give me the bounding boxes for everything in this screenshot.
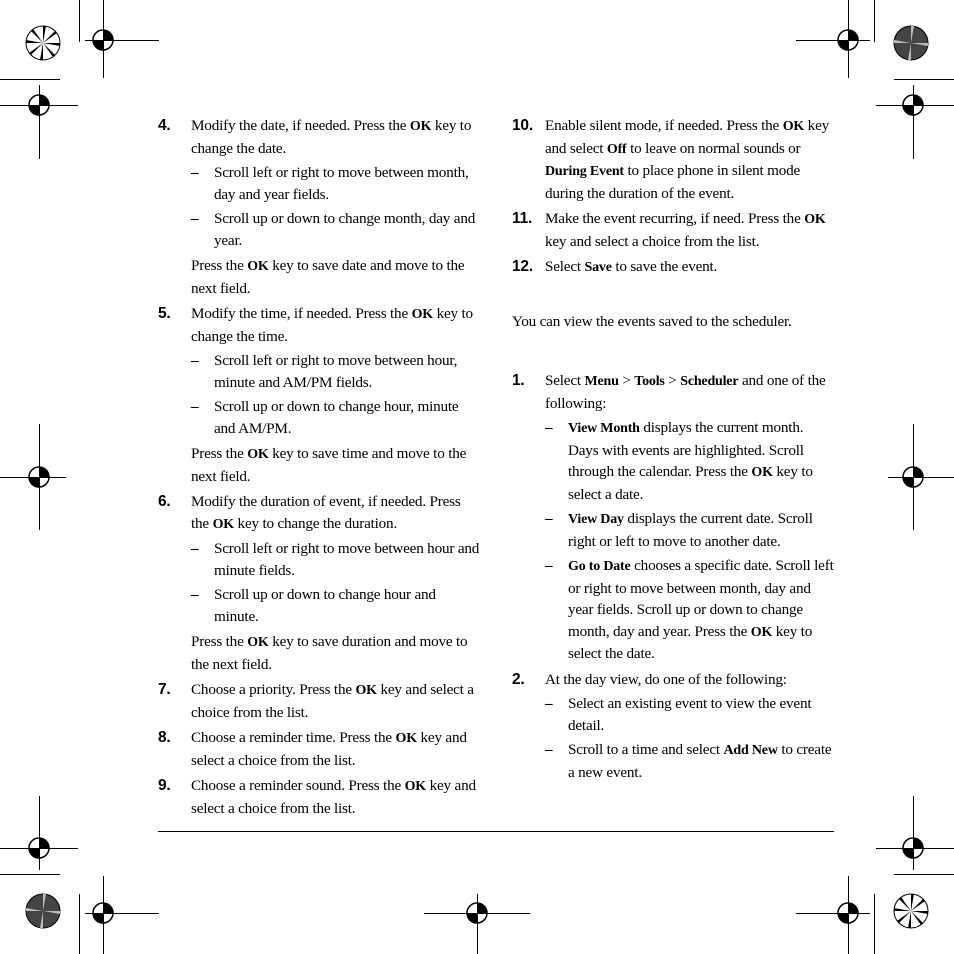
step-7: [158, 679, 480, 723]
crosshair-icon: [835, 27, 861, 53]
sub-item: – Scroll up or down to change hour and minute.: [191, 586, 436, 625]
crop-line: [874, 0, 875, 42]
sub-item-go-to-date: – Go to Date chooses a specific date. Scroll left or right to move between month, day and year fields. Scroll up or down to change month, day and year. Press the OK key to select the date.: [545, 557, 834, 662]
step-text: Select Save to save the event.: [545, 258, 718, 275]
view-step-2: [512, 669, 834, 784]
crosshair-icon: [26, 92, 52, 118]
step-number: 1.: [512, 372, 525, 389]
step-text: Select Menu > Tools > Scheduler and one of the following:: [545, 372, 826, 412]
step-number: 6.: [158, 493, 171, 510]
step-note: Press the OK key to save time and move to the next field.: [191, 445, 467, 485]
right-column: [512, 115, 834, 787]
footer-rule: [158, 831, 834, 832]
step-number: 9.: [158, 777, 171, 794]
step-number: 8.: [158, 729, 171, 746]
step-note: Press the OK key to save date and move to the next field.: [191, 257, 465, 297]
step-4: [158, 115, 480, 299]
sub-item-view-day: – View Day displays the current date. Scroll right or left to move to another date.: [545, 510, 813, 550]
crop-line: [894, 79, 954, 80]
starburst-icon: [25, 25, 61, 61]
sub-item: – Select an existing event to view the event detail.: [545, 695, 812, 734]
step-text: Modify the duration of event, if needed. Press the OK key to change the duration.: [191, 493, 461, 532]
step-number: 12.: [512, 258, 533, 275]
starburst-icon: [893, 893, 929, 929]
step-number: 4.: [158, 117, 171, 134]
sub-item-view-month: – View Month displays the current month. Days with events are highlighted. Scroll through the calendar. Press the OK key to select a date.: [545, 419, 813, 503]
sub-item: – Scroll up or down to change month, day and year.: [191, 210, 476, 249]
crosshair-icon: [835, 900, 861, 926]
step-text: Enable silent mode, if needed. Press the OK key and select Off to leave on normal sounds or During Event to place phone in silent mode during the duration of the event.: [545, 117, 830, 202]
crop-line: [0, 874, 60, 875]
step-text: Modify the time, if needed. Press the OK key to change the time.: [191, 305, 473, 345]
step-8: [158, 727, 480, 771]
step-number: 2.: [512, 670, 525, 688]
step-number: 7.: [158, 681, 171, 698]
step-text: Choose a priority. Press the OK key and select a choice from the list.: [191, 681, 474, 721]
starburst-icon: [893, 25, 929, 61]
crop-line: [894, 874, 954, 875]
sub-item: – Scroll to a time and select Add New to create a new event.: [545, 741, 832, 781]
crosshair-icon: [900, 835, 926, 861]
step-text: Modify the date, if needed. Press the OK key to change the date.: [191, 117, 472, 157]
view-step-1: [512, 370, 834, 665]
step-12: [512, 256, 834, 279]
sub-item: – Scroll left or right to move between month, day and year fields.: [191, 164, 469, 203]
step-number: 11.: [512, 210, 533, 227]
step-text: Choose a reminder sound. Press the OK key and select a choice from the list.: [191, 777, 476, 817]
step-text: Make the event recurring, if need. Press the OK key and select a choice from the list.: [545, 210, 826, 250]
crosshair-icon: [26, 464, 52, 490]
sub-item: – Scroll left or right to move between hour and minute fields.: [191, 540, 480, 579]
crosshair-icon: [900, 464, 926, 490]
crosshair-icon: [26, 835, 52, 861]
crosshair-icon: [90, 900, 116, 926]
crosshair-icon: [900, 92, 926, 118]
sub-item: – Scroll left or right to move between hour, minute and AM/PM fields.: [191, 352, 458, 391]
crop-line: [0, 79, 60, 80]
sub-item: – Scroll up or down to change hour, minute and AM/PM.: [191, 398, 459, 437]
step-6: [158, 491, 480, 675]
step-number: 5.: [158, 305, 171, 322]
step-text: Choose a reminder time. Press the OK key and select a choice from the list.: [191, 729, 467, 769]
step-text: At the day view, do one of the following:: [545, 670, 787, 688]
step-9: [158, 775, 480, 819]
step-number: 10.: [512, 117, 533, 134]
crosshair-icon: [90, 27, 116, 53]
crop-line: [79, 894, 80, 954]
step-note: Press the OK key to save duration and move to the next field.: [191, 633, 468, 673]
step-10: [512, 115, 834, 204]
left-column: [158, 115, 480, 823]
intro-paragraph: You can view the events saved to the scheduler.: [512, 312, 792, 330]
crop-line: [874, 894, 875, 954]
starburst-icon: [25, 893, 61, 929]
crop-line: [79, 0, 80, 42]
crosshair-icon: [464, 900, 490, 926]
step-5: [158, 303, 480, 487]
step-11: [512, 208, 834, 252]
